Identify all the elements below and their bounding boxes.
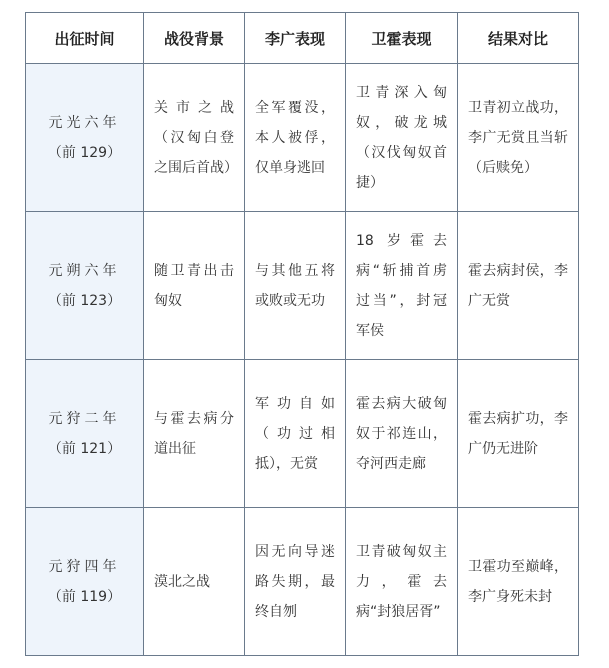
cell-wei-huo: 霍去病大破匈奴于祁连山，夺河西走廊 [346, 360, 458, 508]
cell-result: 卫青初立战功，李广无赏且当斩（后赎免） [458, 64, 579, 212]
time-bce: （前 129） [47, 144, 122, 161]
time-bce: （前 119） [47, 588, 122, 605]
cell-background: 与霍去病分道出征 [144, 360, 245, 508]
cell-wei-huo: 卫青破匈奴主力，霍去病“封狼居胥” [346, 508, 458, 656]
battle-comparison-table [25, 12, 579, 656]
time-bce: （前 123） [47, 292, 122, 309]
time-year: 元狩二年 [48, 410, 121, 427]
time-bce: （前 121） [47, 440, 122, 457]
header-result: 结果对比 [458, 13, 579, 64]
cell-time [26, 212, 144, 360]
cell-li-guang: 军功自如（功过相抵），无赏 [245, 360, 346, 508]
table-row [26, 508, 579, 656]
table-row [26, 212, 579, 360]
header-li-guang: 李广表现 [245, 13, 346, 64]
table-row [26, 64, 579, 212]
cell-background: 随卫青出击匈奴 [144, 212, 245, 360]
cell-time [26, 508, 144, 656]
table-row [26, 360, 579, 508]
time-year: 元狩四年 [48, 558, 121, 575]
cell-li-guang: 与其他五将或败或无功 [245, 212, 346, 360]
cell-time [26, 360, 144, 508]
cell-wei-huo: 18 岁霍去病“斩捕首虏过当”，封冠军侯 [346, 212, 458, 360]
cell-background: 关市之战（汉匈白登之围后首战） [144, 64, 245, 212]
cell-li-guang: 因无向导迷路失期，最终自刎 [245, 508, 346, 656]
table-header [26, 13, 579, 64]
time-year: 元朔六年 [48, 262, 121, 279]
header-row [26, 13, 579, 64]
cell-result: 卫霍功至巅峰，李广身死未封 [458, 508, 579, 656]
cell-li-guang: 全军覆没，本人被俘，仅单身逃回 [245, 64, 346, 212]
time-year: 元光六年 [48, 114, 121, 131]
header-wei-huo: 卫霍表现 [346, 13, 458, 64]
cell-wei-huo: 卫青深入匈奴，破龙城（汉伐匈奴首捷） [346, 64, 458, 212]
cell-time [26, 64, 144, 212]
header-time: 出征时间 [26, 13, 144, 64]
cell-result: 霍去病封侯，李广无赏 [458, 212, 579, 360]
header-background: 战役背景 [144, 13, 245, 64]
cell-result: 霍去病扩功，李广仍无进阶 [458, 360, 579, 508]
cell-background: 漠北之战 [144, 508, 245, 656]
